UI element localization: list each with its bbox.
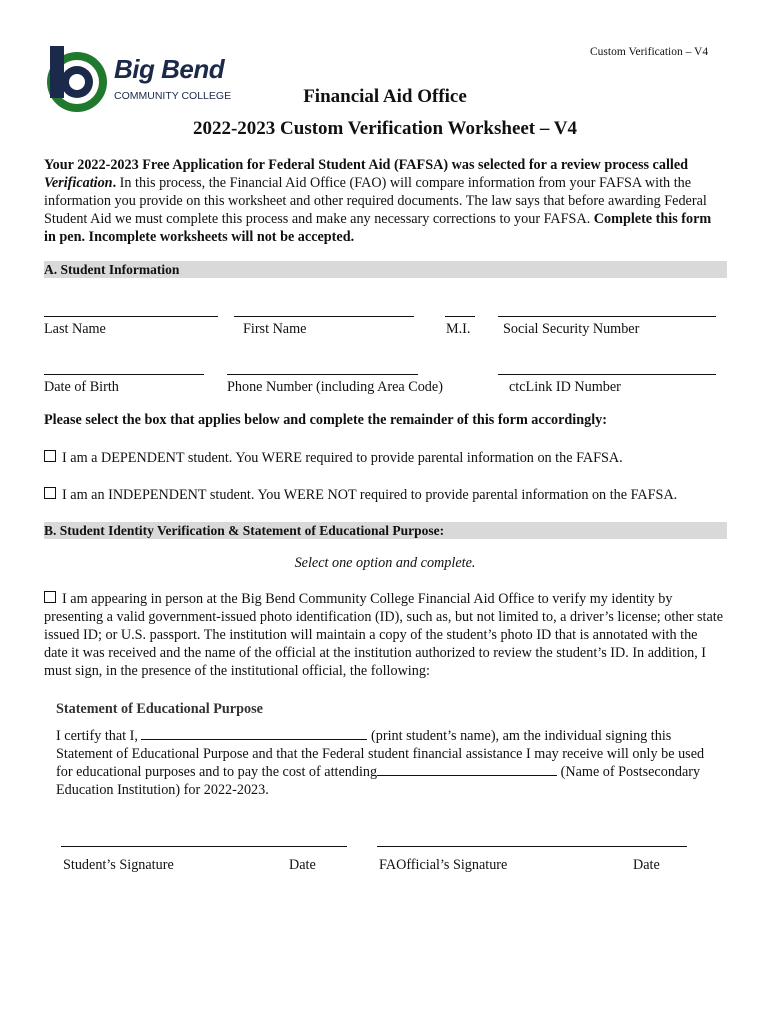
first-name-line[interactable]: [234, 316, 414, 317]
student-signature-label: Student’s Signature: [63, 857, 174, 873]
dependent-checkbox[interactable]: [44, 450, 56, 462]
mi-label: M.I.: [446, 321, 471, 337]
selection-instruction: Please select the box that applies below and complete the remainder of this form accordingly:: [44, 412, 607, 428]
official-date-label: Date: [633, 857, 660, 873]
ctclink-line[interactable]: [498, 374, 716, 375]
dob-line[interactable]: [44, 374, 204, 375]
certify-part3: (Name of Postsecondary Education Institution) for 2022-2023.: [56, 764, 701, 798]
mi-line[interactable]: [445, 316, 475, 317]
institution-name-blank[interactable]: [377, 763, 557, 776]
ssn-label: Social Security Number: [503, 321, 640, 337]
intro-term: Verification: [44, 175, 113, 191]
certify-part2: (print student’s name), am the individual signing this Statement of Educational Purpose and that the Federal student financial assistance I may receive will only be used for educational purposes and to pay the cost of attending: [56, 728, 705, 780]
dependent-label: I am a DEPENDENT student. You WERE required to provide parental information on the FAFSA.: [62, 450, 623, 466]
in-person-text: I am appearing in person at the Big Bend Community College Financial Aid Office to verify my identity by presenting a valid government-issued photo identification (ID), such as, but not limited to, a driver’s license; other state issued ID; or U.S. passport. The institution will maintain a copy of the student’s photo ID that is annotated with the date it was received and the name of the official at the institution authorized to review the student’s ID. In addition, I must sign, in the presence of the institutional official, the following:: [44, 591, 723, 679]
student-name-blank[interactable]: [141, 727, 367, 740]
intro-period: .: [112, 175, 120, 191]
select-note: Select one option and complete.: [294, 555, 476, 571]
logo-subtitle: COMMUNITY COLLEGE: [114, 90, 232, 102]
logo-name: Big Bend: [114, 54, 225, 84]
last-name-label: Last Name: [44, 321, 106, 337]
student-signature-line[interactable]: [61, 846, 347, 847]
independent-option[interactable]: [44, 487, 677, 504]
certify-paragraph: [56, 727, 722, 799]
in-person-checkbox[interactable]: [44, 591, 56, 603]
version-label: Custom Verification – V4: [590, 46, 709, 58]
dependent-option[interactable]: [44, 450, 623, 467]
worksheet-title: 2022-2023 Custom Verification Worksheet – V4: [192, 118, 578, 139]
ctclink-label: ctcLink ID Number: [509, 379, 621, 395]
official-signature-line[interactable]: [377, 846, 687, 847]
section-b-header: B. Student Identity Verification & Statement of Educational Purpose:: [44, 522, 727, 539]
independent-checkbox[interactable]: [44, 487, 56, 499]
ssn-line[interactable]: [498, 316, 716, 317]
student-date-label: Date: [289, 857, 316, 873]
section-a-header: A. Student Information: [44, 261, 727, 278]
office-title: Financial Aid Office: [303, 86, 467, 107]
last-name-line[interactable]: [44, 316, 218, 317]
statement-heading: Statement of Educational Purpose: [56, 701, 263, 717]
independent-label: I am an INDEPENDENT student. You WERE NOT required to provide parental information on the FAFSA.: [62, 487, 678, 503]
certify-part1: I certify that I,: [56, 728, 142, 744]
intro-paragraph: [44, 156, 724, 246]
intro-closing: Complete this form in pen. Incomplete worksheets will not be accepted.: [44, 211, 712, 245]
dob-label: Date of Birth: [44, 379, 119, 395]
in-person-option[interactable]: [44, 590, 724, 680]
official-signature-label: FAOfficial’s Signature: [379, 857, 508, 873]
intro-lead: Your 2022-2023 Free Application for Federal Student Aid (FAFSA) was selected for a review process called: [44, 157, 689, 173]
phone-label: Phone Number (including Area Code): [227, 379, 443, 395]
phone-line[interactable]: [227, 374, 418, 375]
intro-body: In this process, the Financial Aid Office (FAO) will compare information from your FAFSA with the information you provide on this worksheet and other required documents. The law says that before awarding Federal Student Aid we must complete this process and make any necessary corrections to your FAFSA.: [44, 175, 707, 227]
first-name-label: First Name: [243, 321, 307, 337]
